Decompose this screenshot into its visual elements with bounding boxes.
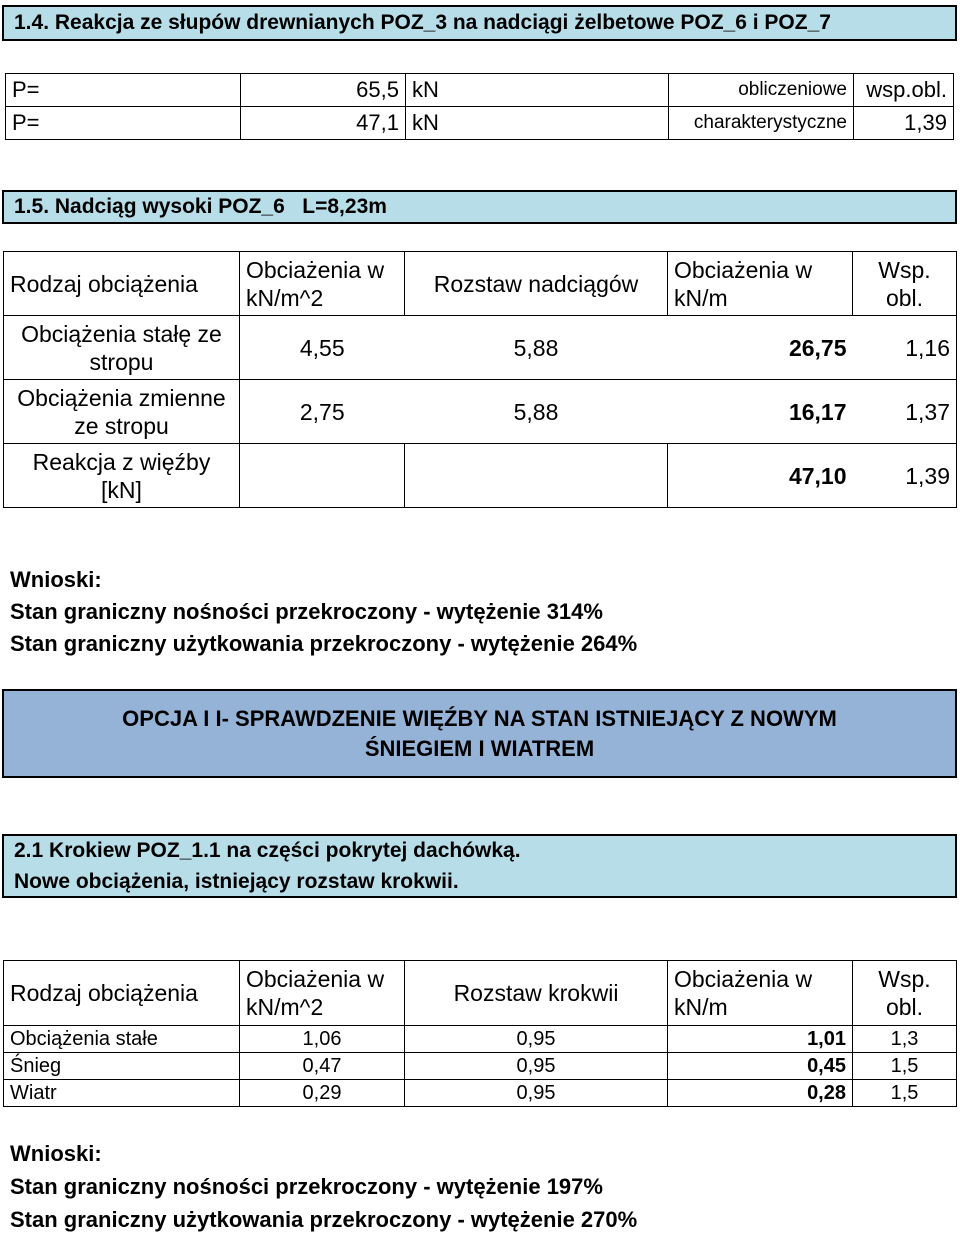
conclusion-line: Stan graniczny nośności przekroczony - wytężenie 314%	[10, 599, 603, 624]
section-1-5-title: 1.5. Nadciąg wysoki POZ_6 L=8,23m	[14, 195, 387, 218]
load-type-cell: Obciążenia stałe	[4, 1026, 240, 1053]
table-row	[4, 1053, 957, 1080]
spacing-cell: 0,95	[405, 1053, 668, 1080]
option-title-line2: ŚNIEGIEM I WIATREM	[364, 735, 595, 761]
load-per-m-cell: 0,28	[668, 1080, 853, 1107]
load-table-2	[3, 960, 957, 1107]
table-row	[4, 380, 957, 444]
header-spacing: Rozstaw nadciągów	[405, 252, 668, 316]
factor-cell: 1,16	[853, 316, 957, 380]
force-label: P=	[6, 74, 241, 107]
load-type-cell: Obciążenia zmienne ze stropu	[4, 380, 240, 444]
load-per-m-cell: 1,01	[668, 1026, 853, 1053]
option-title-line1: OPCJA I I- SPRAWDZENIE WIĘŹBY NA STAN ISTNIEJĄCY Z NOWYM	[122, 705, 837, 731]
force-row-design	[6, 74, 954, 107]
section-2-1-subtitle: Nowe obciążenia, istniejący rozstaw krokwii.	[14, 870, 459, 893]
load-type-cell: Obciążenia stałę ze stropu	[4, 316, 240, 380]
conclusion-line: Stan graniczny użytkowania przekroczony - wytężenie 270%	[10, 1207, 638, 1232]
table-row	[4, 316, 957, 380]
header-load-per-m2: Obciażenia w kN/m^2	[240, 252, 405, 316]
conclusion-line: Stan graniczny użytkowania przekroczony - wytężenie 264%	[10, 631, 638, 656]
spacing-cell: 5,88	[405, 380, 668, 444]
load-type-cell: Reakcja z więźby [kN]	[4, 444, 240, 508]
force-label: P=	[6, 107, 241, 140]
load-per-m2-cell: 4,55	[240, 316, 405, 380]
force-value: 47,1	[241, 107, 406, 140]
conclusions-2	[10, 1137, 637, 1236]
load-table-1	[3, 251, 957, 508]
load-per-m2-cell: 0,29	[240, 1080, 405, 1107]
factor-cell: 1,3	[853, 1026, 957, 1053]
load-per-m2-cell	[240, 444, 405, 508]
spacing-cell: 0,95	[405, 1080, 668, 1107]
header-spacing: Rozstaw krokwii	[405, 961, 668, 1026]
load-per-m-cell: 47,10	[668, 444, 853, 508]
force-unit: kN	[406, 74, 669, 107]
table-row	[4, 1080, 957, 1107]
load-per-m2-cell: 2,75	[240, 380, 405, 444]
conclusions-title: Wnioski:	[10, 567, 102, 592]
header-load-per-m: Obciażenia w kN/m	[668, 252, 853, 316]
load-type-cell: Śnieg	[4, 1053, 240, 1080]
conclusions-1	[10, 564, 637, 660]
force-table	[5, 73, 954, 140]
load-per-m-cell: 0,45	[668, 1053, 853, 1080]
table-header-row	[4, 961, 957, 1026]
header-load-type: Rodzaj obciążenia	[4, 961, 240, 1026]
force-value: 65,5	[241, 74, 406, 107]
spacing-cell: 5,88	[405, 316, 668, 380]
header-load-per-m2: Obciażenia w kN/m^2	[240, 961, 405, 1026]
section-2-1-title: 2.1 Krokiew POZ_1.1 na części pokrytej dachówką.	[14, 839, 521, 862]
load-per-m-cell: 26,75	[668, 316, 853, 380]
force-type: obliczeniowe	[669, 74, 854, 107]
spacing-cell: 0,95	[405, 1026, 668, 1053]
section-1-5-header	[2, 190, 957, 224]
option-banner	[2, 689, 957, 778]
force-type: charakterystyczne	[669, 107, 854, 140]
force-unit: kN	[406, 107, 669, 140]
section-1-4-title: 1.4. Reakcja ze słupów drewnianych POZ_3 na nadciągi żelbetowe POZ_6 i POZ_7	[14, 11, 831, 34]
force-extra: 1,39	[854, 107, 954, 140]
load-per-m2-cell: 0,47	[240, 1053, 405, 1080]
force-extra: wsp.obl.	[854, 74, 954, 107]
force-row-characteristic	[6, 107, 954, 140]
factor-cell: 1,37	[853, 380, 957, 444]
table-row	[4, 444, 957, 508]
header-load-type: Rodzaj obciążenia	[4, 252, 240, 316]
section-2-1-header	[2, 834, 957, 898]
table-header-row	[4, 252, 957, 316]
spacing-cell	[405, 444, 668, 508]
table-row	[4, 1026, 957, 1053]
factor-cell: 1,39	[853, 444, 957, 508]
load-per-m2-cell: 1,06	[240, 1026, 405, 1053]
header-factor: Wsp. obl.	[853, 252, 957, 316]
load-per-m-cell: 16,17	[668, 380, 853, 444]
header-load-per-m: Obciażenia w kN/m	[668, 961, 853, 1026]
conclusion-line: Stan graniczny nośności przekroczony - wytężenie 197%	[10, 1174, 603, 1199]
conclusions-title: Wnioski:	[10, 1141, 102, 1166]
load-type-cell: Wiatr	[4, 1080, 240, 1107]
header-factor: Wsp. obl.	[853, 961, 957, 1026]
section-1-4-header	[2, 5, 957, 41]
factor-cell: 1,5	[853, 1053, 957, 1080]
factor-cell: 1,5	[853, 1080, 957, 1107]
